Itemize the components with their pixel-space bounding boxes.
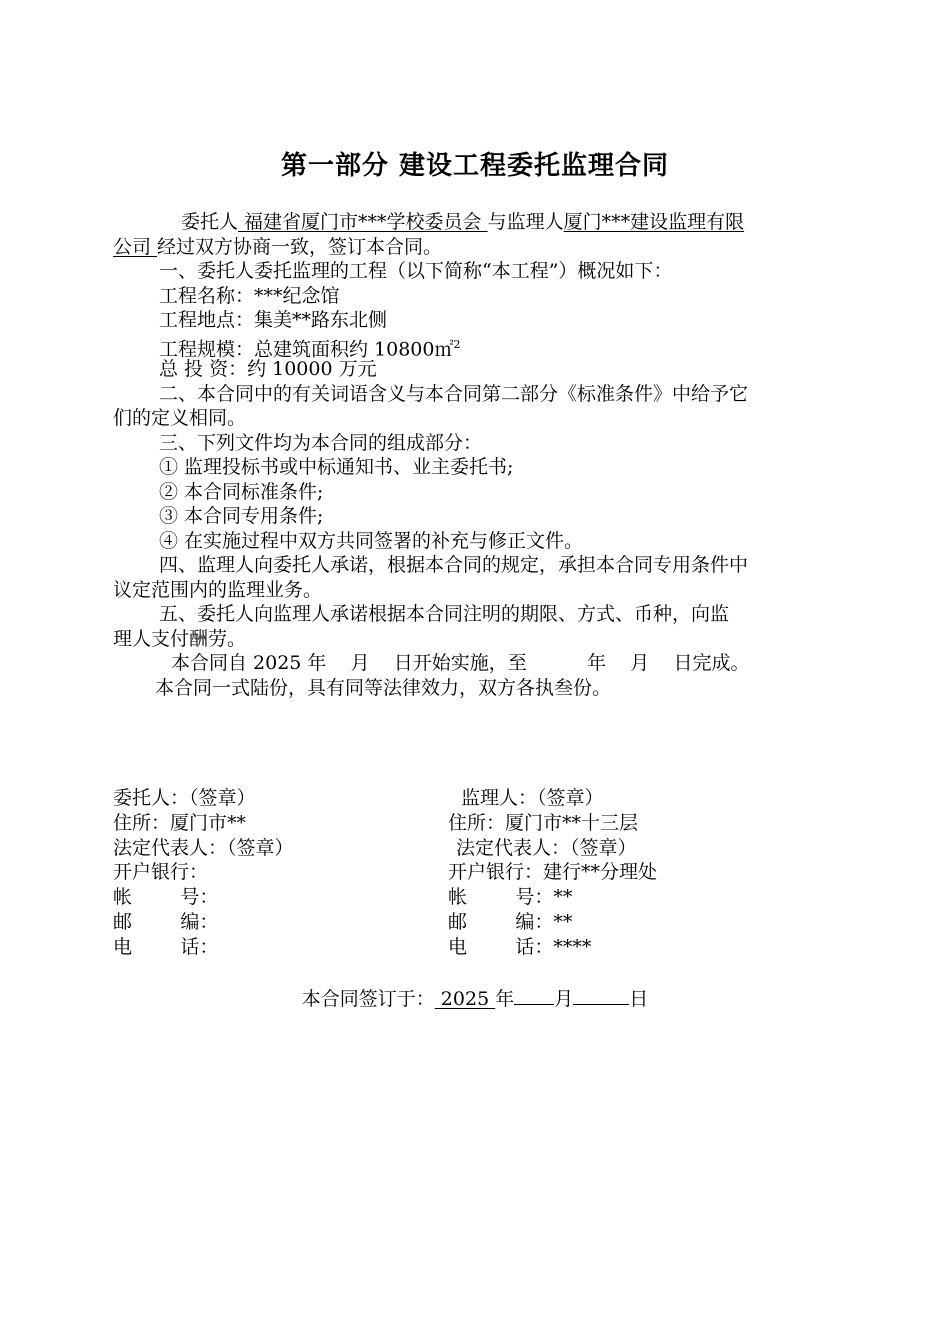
supervisor-signature-block [448,786,868,960]
doc-item: ③ 本合同专用条件; [159,505,324,527]
client-bank: 开户银行： [113,861,209,884]
client-name: 福建省厦门市***学校委员会 [238,211,488,233]
clause-4-cont: 议定范围内的监理业务。 [113,578,323,601]
project-scale [113,333,853,358]
intro-line-2 [113,235,853,260]
intro-line-1 [113,210,853,235]
client-rep: 法定代表人：（签章） [113,836,294,859]
day-blank [573,985,629,1005]
superscript: 2 [453,337,461,351]
supervisor-name: 厦门***建设监理有限 [563,211,745,233]
intro-text: 委托人 [181,211,239,233]
clause-2: 二、本合同中的有关词语含义与本合同第二部分《标准条件》中给予它 [159,382,749,405]
project-name: 工程名称：***纪念馆 [159,284,340,307]
client-signature-block [113,786,433,960]
contract-body [113,210,853,700]
supervisor-address: 住所：厦门市**十三层 [448,811,639,834]
clause-4: 四、监理人向委托人承诺，根据本合同的规定，承担本合同专用条件中 [159,554,749,576]
project-investment: 总 投 资：约 10000 万元 [159,358,377,380]
supervisor-phone: 电 话：**** [448,935,592,958]
supervisor-name-cont: 公司 [113,235,158,258]
doc-item: ① 监理投标书或中标通知书、业主委托书; [159,456,514,478]
clause-2-cont: 们的定义相同。 [113,407,247,429]
signing-year: 2025 [434,988,496,1010]
project-location: 工程地点：集美**路东北侧 [159,309,388,331]
clause-5-cont: 理人支付酬劳。 [113,627,247,650]
month-unit: 月 [554,988,574,1010]
clause-5: 五、委托人向监理人承诺根据本合同注明的期限、方式、币种，向监 [159,603,730,625]
project-scale-text: 工程规模：总建筑面积约 10800㎡ [159,337,454,360]
intro-text: 与监理人 [487,211,564,233]
doc-item: ④ 在实施过程中双方共同签署的补充与修正文件。 [159,529,584,552]
clause-3: 三、下列文件均为本合同的组成部分： [159,431,483,454]
day-unit: 日 [629,988,649,1010]
client-account: 帐 号： [113,886,219,909]
page-title: 第一部分 建设工程委托监理合同 [280,151,670,181]
supervisor-postcode: 邮 编：** [448,910,573,933]
supervisor-party: 监理人：（签章） [461,787,604,809]
intro-text: 经过双方协商一致，签订本合同。 [157,235,443,258]
contract-period: 本合同自 2025 年 月 日开始实施，至 年 月 日完成。 [171,652,750,674]
signing-label: 本合同签订于： [301,988,435,1010]
year-unit: 年 [495,988,515,1010]
supervisor-bank: 开户银行：建行**分理处 [448,861,658,884]
client-postcode: 邮 编： [113,910,219,933]
doc-item: ② 本合同标准条件; [159,480,324,503]
supervisor-rep: 法定代表人：（签章） [456,836,637,859]
month-blank [514,985,554,1005]
client-address: 住所：厦门市** [113,811,247,834]
client-phone: 电 话： [113,935,219,958]
clause-1: 一、委托人委托监理的工程（以下简称“本工程”）概况如下： [159,260,673,282]
supervisor-account: 帐 号：** [448,886,573,909]
client-party: 委托人：（签章） [113,787,256,809]
signing-date [0,985,950,1011]
contract-copies: 本合同一式陆份，具有同等法律效力，双方各执叁份。 [155,676,612,699]
